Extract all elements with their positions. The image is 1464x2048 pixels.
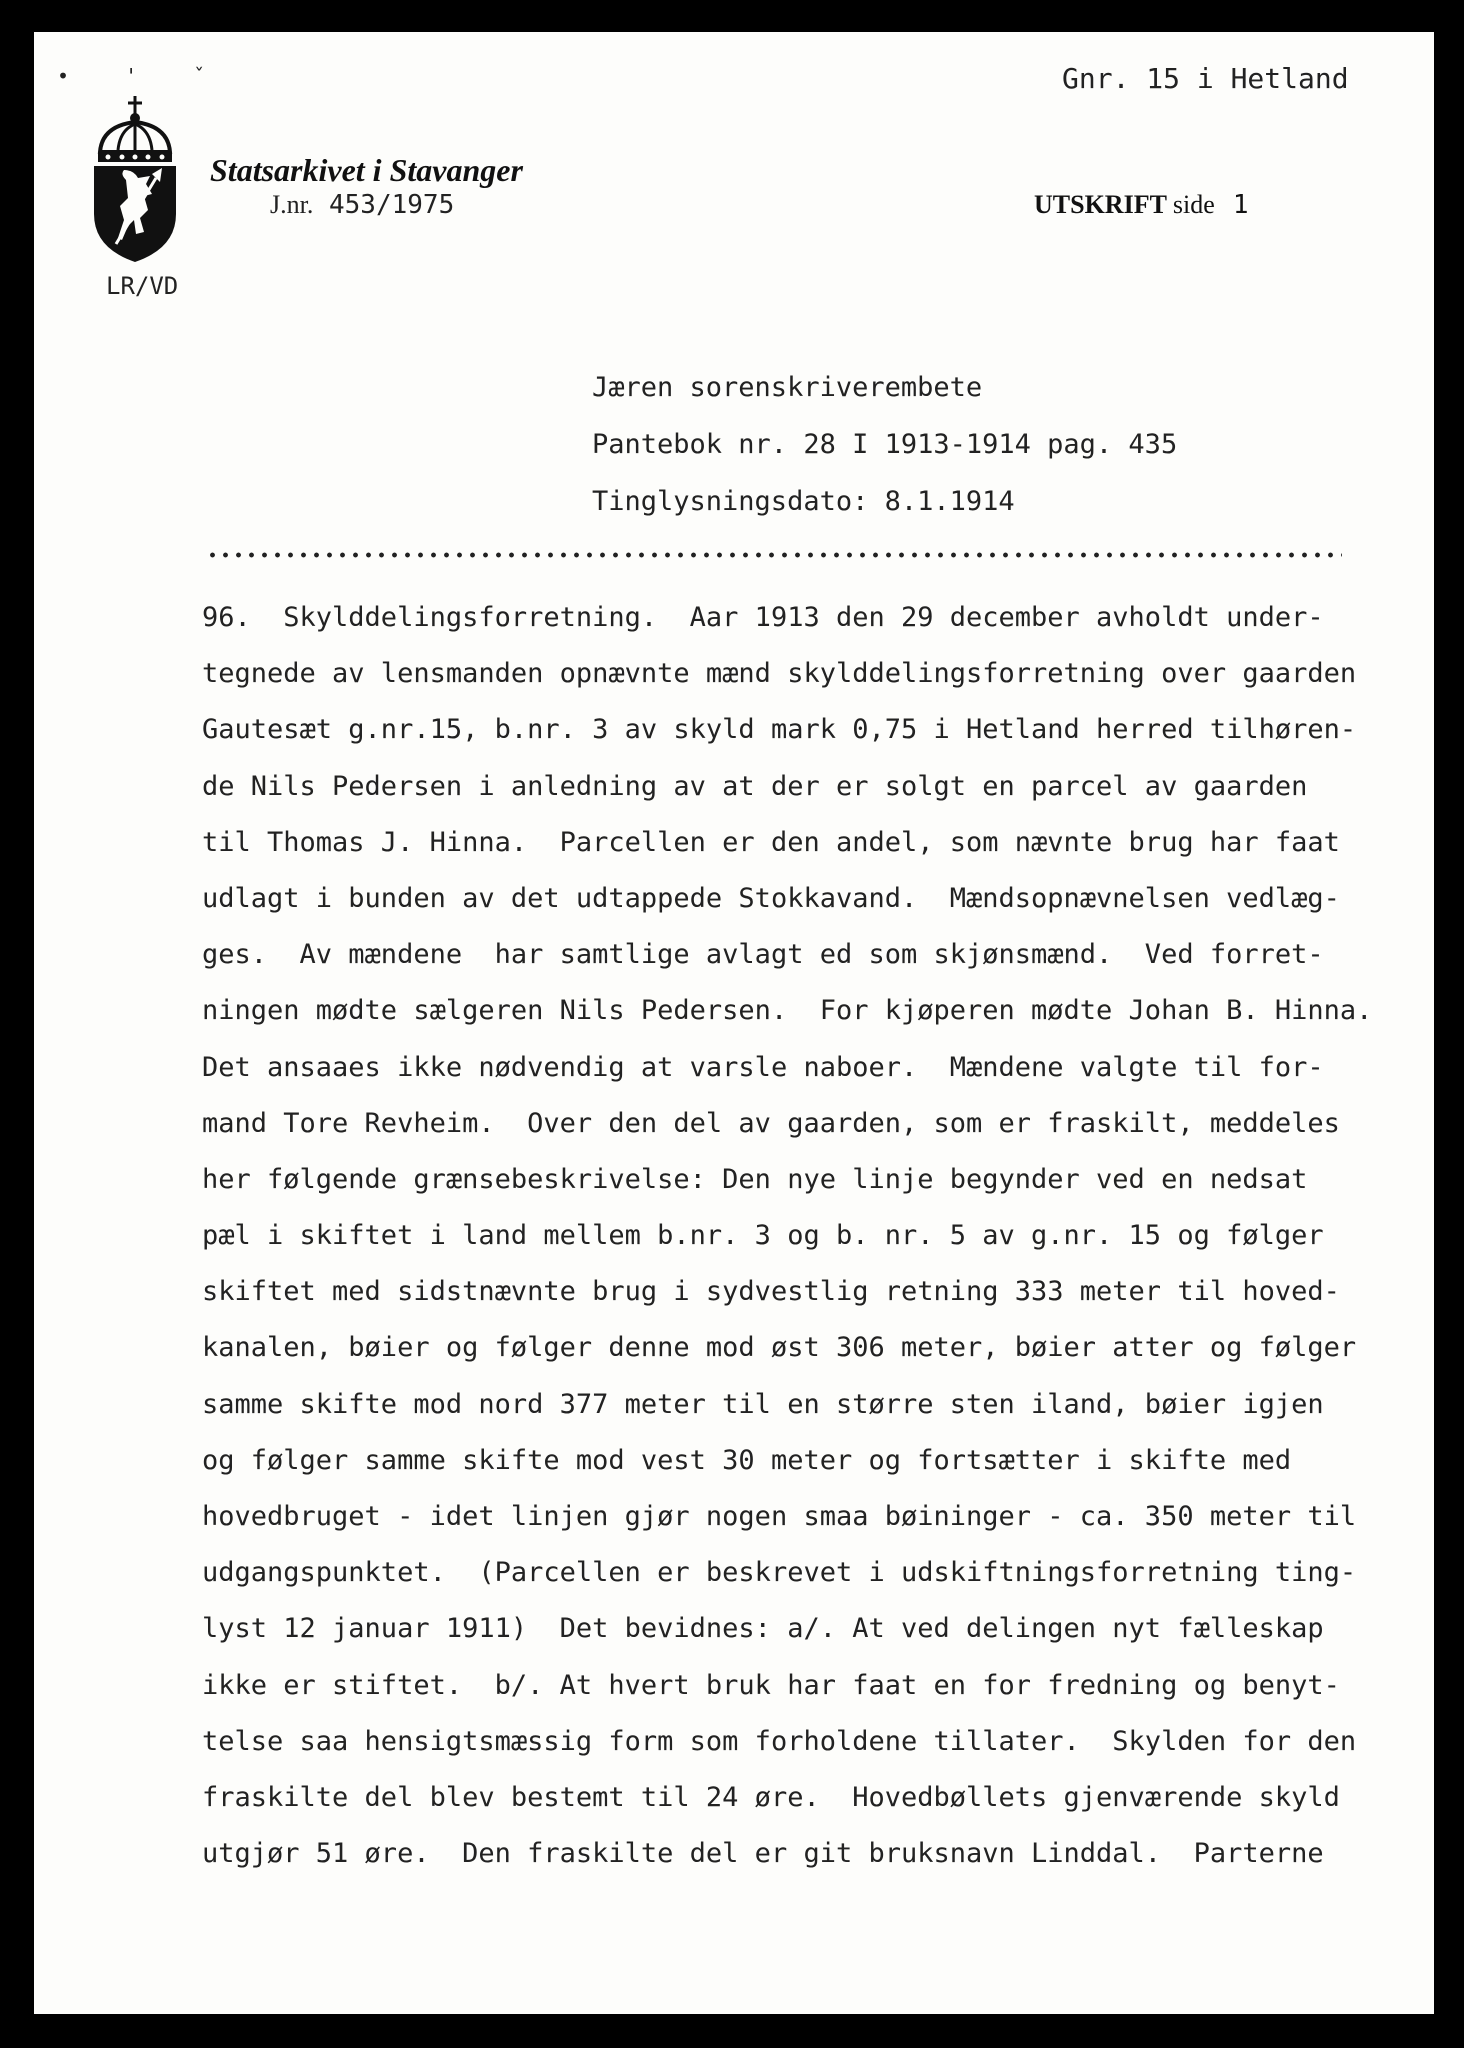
body-line: udlagt i bunden av det udtappede Stokkavand. Mændsopnævnelsen vedlæg- [202, 882, 1340, 914]
journal-label: J.nr. [270, 190, 314, 219]
side-label: side [1172, 190, 1215, 219]
record-book: Pantebok nr. 28 I 1913-1914 pag. 435 [592, 429, 1178, 460]
body-line: ges. Av mændene har samtlige avlagt ed som skjønsmænd. Ved forret- [202, 939, 1324, 971]
document-type: UTSKRIFT [1034, 190, 1167, 219]
record-office: Jæren sorenskriverembete [592, 372, 983, 403]
initials: LR/VD [106, 272, 179, 300]
body-line: til Thomas J. Hinna. Parcellen er den andel, som nævnte brug har faat [202, 826, 1340, 858]
record-header [592, 372, 1177, 543]
body-line: Det ansaaes ikke nødvendig at varsle naboer. Mændene valgte til for- [202, 1051, 1324, 1083]
body-line: skiftet med sidstnævnte brug i sydvestlig retning 333 meter til hoved- [202, 1276, 1340, 1308]
body-line: mand Tore Revheim. Over den del av gaarden, som er fraskilt, meddeles [202, 1107, 1340, 1139]
body-line: kanalen, bøier og følger denne mod øst 306 meter, bøier atter og følger [202, 1332, 1357, 1364]
body-line: ikke er stiftet. b/. At hvert bruk har faat en for fredning og benyt- [202, 1669, 1340, 1701]
archive-name: Statsarkivet i Stavanger [210, 152, 523, 188]
body-line: ningen mødte sælgeren Nils Pedersen. For kjøperen mødte Johan B. Hinna. [202, 995, 1373, 1027]
journal-number: 453/1975 [329, 190, 455, 220]
body-line: lyst 12 januar 1911) Det bevidnes: a/. At ved delingen nyt fælleskap [202, 1613, 1324, 1645]
record-registration-date: Tinglysningsdato: 8.1.1914 [592, 486, 1015, 517]
body-line: her følgende grænsebeskrivelse: Den nye linje begynder ved en nedsat [202, 1163, 1308, 1195]
journal-number-line [270, 190, 454, 220]
property-reference: Gnr. 15 i Hetland [1062, 62, 1349, 95]
document-page [34, 32, 1434, 2014]
body-line: utgjør 51 øre. Den fraskilte del er git bruksnavn Linddal. Parterne [202, 1838, 1324, 1870]
body-line: telse saa hensigtsmæssig form som forholdene tillater. Skylden for den [202, 1725, 1357, 1757]
body-line: de Nils Pedersen i anledning av at der er solgt en parcel av gaarden [202, 770, 1308, 802]
transcript-heading [1034, 190, 1248, 220]
scan-specks: • ' ˇ [57, 64, 228, 88]
body-line: pæl i skiftet i land mellem b.nr. 3 og b. nr. 5 av g.nr. 15 og følger [202, 1220, 1324, 1252]
body-line: tegnede av lensmanden opnævnte mænd skylddelingsforretning over gaarden [202, 658, 1357, 690]
body-line: hovedbruget - idet linjen gjør nogen smaa bøininger - ca. 350 meter til [202, 1501, 1357, 1532]
body-line: fraskilte del blev bestemt til 24 øre. Hovedbøllets gjenværende skyld [202, 1781, 1340, 1813]
transcript-body [202, 590, 1402, 1882]
coat-of-arms-icon [90, 94, 180, 264]
body-line: udgangspunktet. (Parcellen er beskrevet i udskiftningsforretning ting- [202, 1557, 1357, 1589]
body-line: 96. Skylddelingsforretning. Aar 1913 den 29 december avholdt under- [202, 602, 1324, 633]
page-number: 1 [1232, 190, 1249, 220]
body-line: og følger samme skifte mod vest 30 meter og fortsætter i skifte med [202, 1444, 1292, 1476]
body-line: samme skifte mod nord 377 meter til en større sten iland, bøier igjen [202, 1388, 1324, 1420]
body-line: Gautesæt g.nr.15, b.nr. 3 av skyld mark 0,75 i Hetland herred tilhøren- [202, 714, 1357, 746]
dotted-separator [206, 552, 1342, 558]
